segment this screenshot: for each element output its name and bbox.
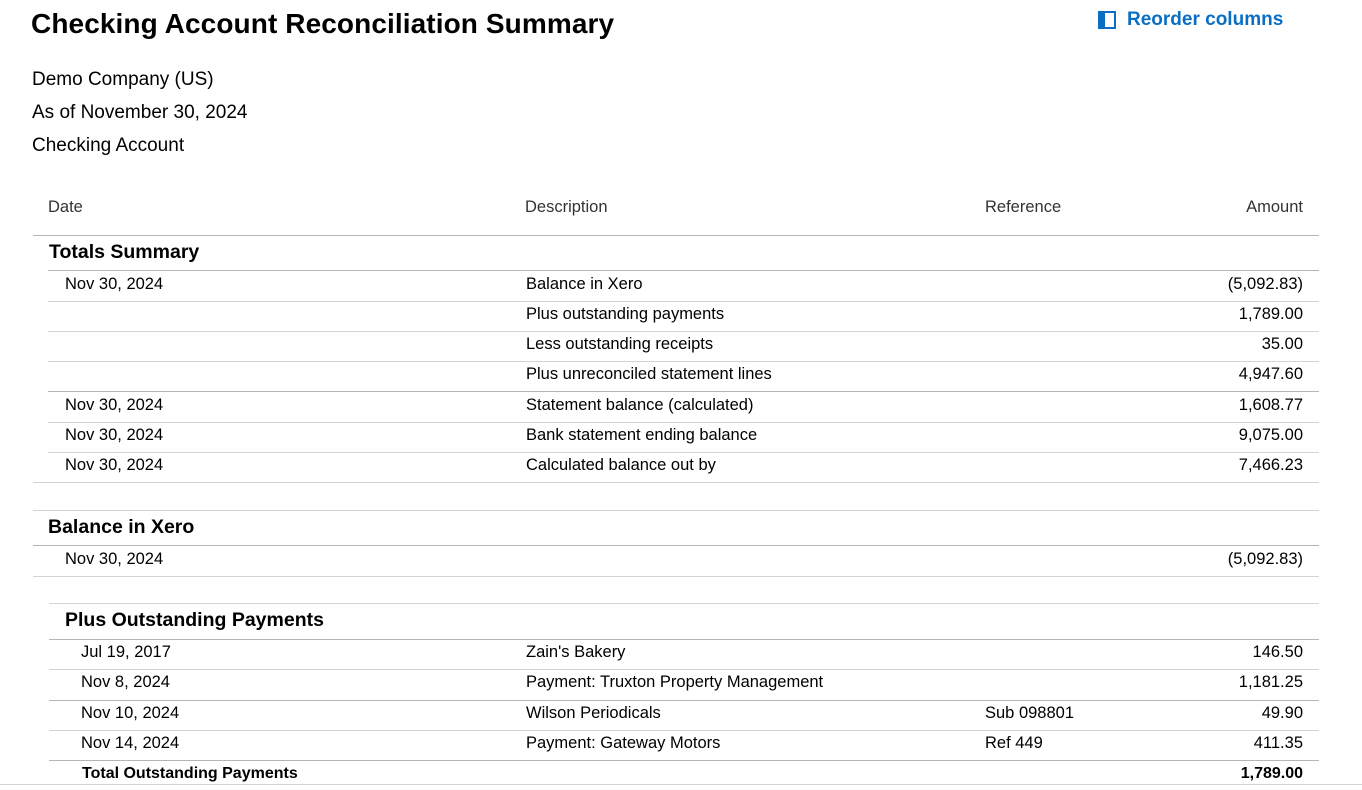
row-date: Nov 30, 2024: [65, 396, 164, 414]
divider: [33, 482, 1319, 483]
section-title-totals-summary: Totals Summary: [49, 241, 200, 263]
row-amount: 9,075.00: [1238, 426, 1303, 444]
reorder-columns-button[interactable]: [1098, 9, 1283, 31]
column-header-amount[interactable]: Amount: [1246, 198, 1303, 216]
row-amount: 49.90: [1261, 704, 1303, 722]
divider: [33, 576, 1319, 577]
row-description: Wilson Periodicals: [526, 704, 661, 722]
row-description: Zain's Bakery: [526, 643, 626, 661]
table-row: [48, 391, 1319, 421]
row-description: Plus outstanding payments: [526, 305, 725, 323]
row-reference: Sub 098801: [985, 704, 1075, 722]
section-title-outstanding-payments: Plus Outstanding Payments: [65, 609, 324, 631]
row-description: Balance in Xero: [526, 275, 643, 293]
table-row: [48, 270, 1319, 300]
row-date: Nov 30, 2024: [65, 275, 164, 293]
account-name: Checking Account: [32, 135, 185, 156]
row-amount: 1,789.00: [1238, 305, 1303, 323]
row-date: Nov 30, 2024: [65, 426, 164, 444]
table-row: [48, 300, 1319, 330]
divider: [33, 510, 1319, 511]
reorder-columns-label: Reorder columns: [1127, 9, 1284, 30]
row-description: Plus unreconciled statement lines: [526, 365, 772, 383]
row-amount: (5,092.83): [1227, 275, 1303, 293]
row-amount: 146.50: [1252, 643, 1303, 661]
page-title: Checking Account Reconciliation Summary: [31, 8, 615, 39]
table-row: [48, 330, 1319, 360]
table-row: [48, 421, 1319, 451]
divider: [0, 784, 1362, 785]
section-title-balance-in-xero: Balance in Xero: [48, 516, 195, 538]
column-header-description[interactable]: Description: [525, 198, 608, 216]
divider: [33, 235, 1319, 236]
divider: [49, 603, 1319, 604]
total-label: Total Outstanding Payments: [82, 765, 298, 782]
column-header-reference[interactable]: Reference: [985, 198, 1062, 216]
row-description: Payment: Truxton Property Management: [526, 673, 824, 691]
row-amount: 411.35: [1253, 734, 1303, 752]
report-date: As of November 30, 2024: [32, 102, 248, 123]
row-date: Jul 19, 2017: [81, 643, 171, 661]
company-name: Demo Company (US): [32, 69, 214, 90]
row-description: Statement balance (calculated): [526, 396, 754, 414]
table-header: [33, 193, 1319, 223]
table-row: [49, 638, 1319, 668]
table-row: [48, 360, 1319, 390]
table-row: [49, 729, 1319, 759]
row-amount: 1,181.25: [1238, 673, 1303, 691]
row-amount: 35.00: [1261, 335, 1303, 353]
row-date: Nov 14, 2024: [81, 734, 180, 752]
row-description: Bank statement ending balance: [526, 426, 758, 444]
row-amount: 1,608.77: [1238, 396, 1303, 414]
table-row: [49, 668, 1319, 698]
table-row: [49, 699, 1319, 729]
total-row: [49, 760, 1319, 790]
total-amount: 1,789.00: [1240, 765, 1303, 782]
row-amount: 4,947.60: [1238, 365, 1303, 383]
row-amount: 7,466.23: [1238, 456, 1303, 474]
table-row: [48, 451, 1319, 481]
row-date: Nov 10, 2024: [81, 704, 180, 722]
row-reference: Ref 449: [985, 734, 1043, 752]
row-description: Calculated balance out by: [526, 456, 716, 474]
row-date: Nov 30, 2024: [65, 550, 164, 568]
table-row: [33, 545, 1319, 575]
row-date: Nov 30, 2024: [65, 456, 164, 474]
column-header-date[interactable]: Date: [48, 198, 83, 216]
row-description: Payment: Gateway Motors: [526, 734, 721, 752]
row-date: Nov 8, 2024: [81, 673, 170, 691]
row-amount: (5,092.83): [1227, 550, 1303, 568]
columns-icon: [1098, 11, 1116, 29]
row-description: Less outstanding receipts: [526, 335, 714, 353]
